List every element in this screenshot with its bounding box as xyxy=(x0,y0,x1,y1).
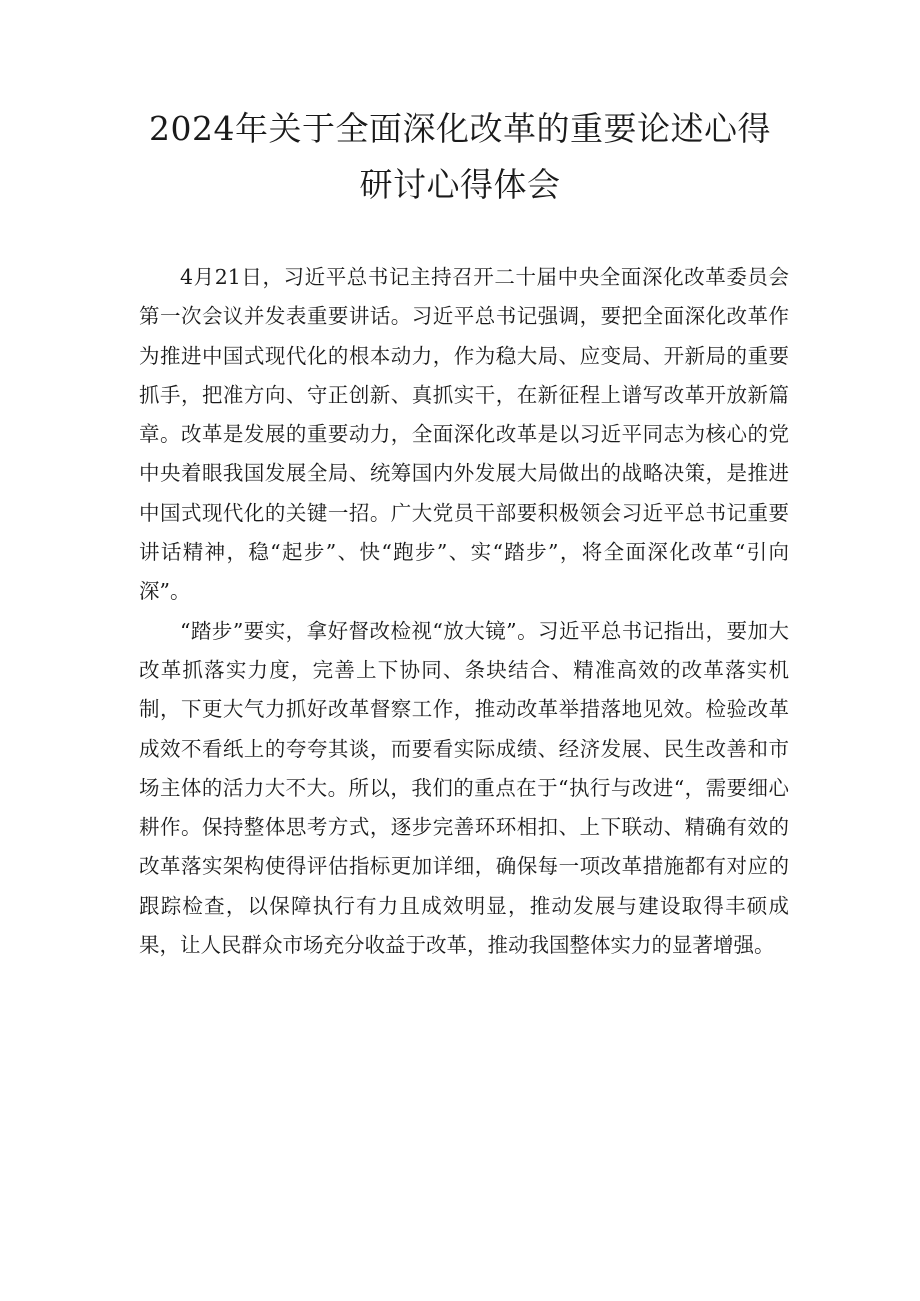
paragraph: “踏步”要实，拿好督改检视“放大镜”。习近平总书记指出，要加大改革抓落实力度，完善上下协同、条块结合、精准高效的改革落实机制，下更大气力抓好改革督察工作，推动改革举措落地见效。检验改革成效不看纸上的夸夸其谈，而要看实际成绩、经济发展、民生改善和市场主体的活力大不大。所以，我们的重点在于“执行与改进“，需要细心耕作。保持整体思考方式，逐步完善环环相扣、上下联动、精确有效的改革落实架构使得评估指标更加详细，确保每一项改革措施都有对应的跟踪检查，以保障执行有力且成效明显，推动发展与建设取得丰硕成果，让人民群众市场充分收益于改革，推动我国整体实力的显著增强。 xyxy=(139,618,789,958)
document-body xyxy=(139,258,789,965)
document-title xyxy=(120,101,800,213)
title-line-2: 研讨心得体会 xyxy=(359,165,561,204)
paragraph: 4月21日，习近平总书记主持召开二十届中央全面深化改革委员会第一次会议并发表重要讲话。习近平总书记强调，要把全面深化改革作为推进中国式现代化的根本动力，作为稳大局、应变局、开新局的重要抓手，把准方向、守正创新、真抓实干，在新征程上谱写改革开放新篇章。改革是发展的重要动力，全面深化改革是以习近平同志为核心的党中央着眼我国发展全局、统筹国内外发展大局做出的战略决策，是推进中国式现代化的关键一招。广大党员干部要积极领会习近平总书记重要讲话精神，稳“起步”、快“跑步”、实“踏步”，将全面深化改革“引向深”。 xyxy=(139,265,789,604)
title-line-1: 2024年关于全面深化改革的重要论述心得 xyxy=(149,109,771,148)
